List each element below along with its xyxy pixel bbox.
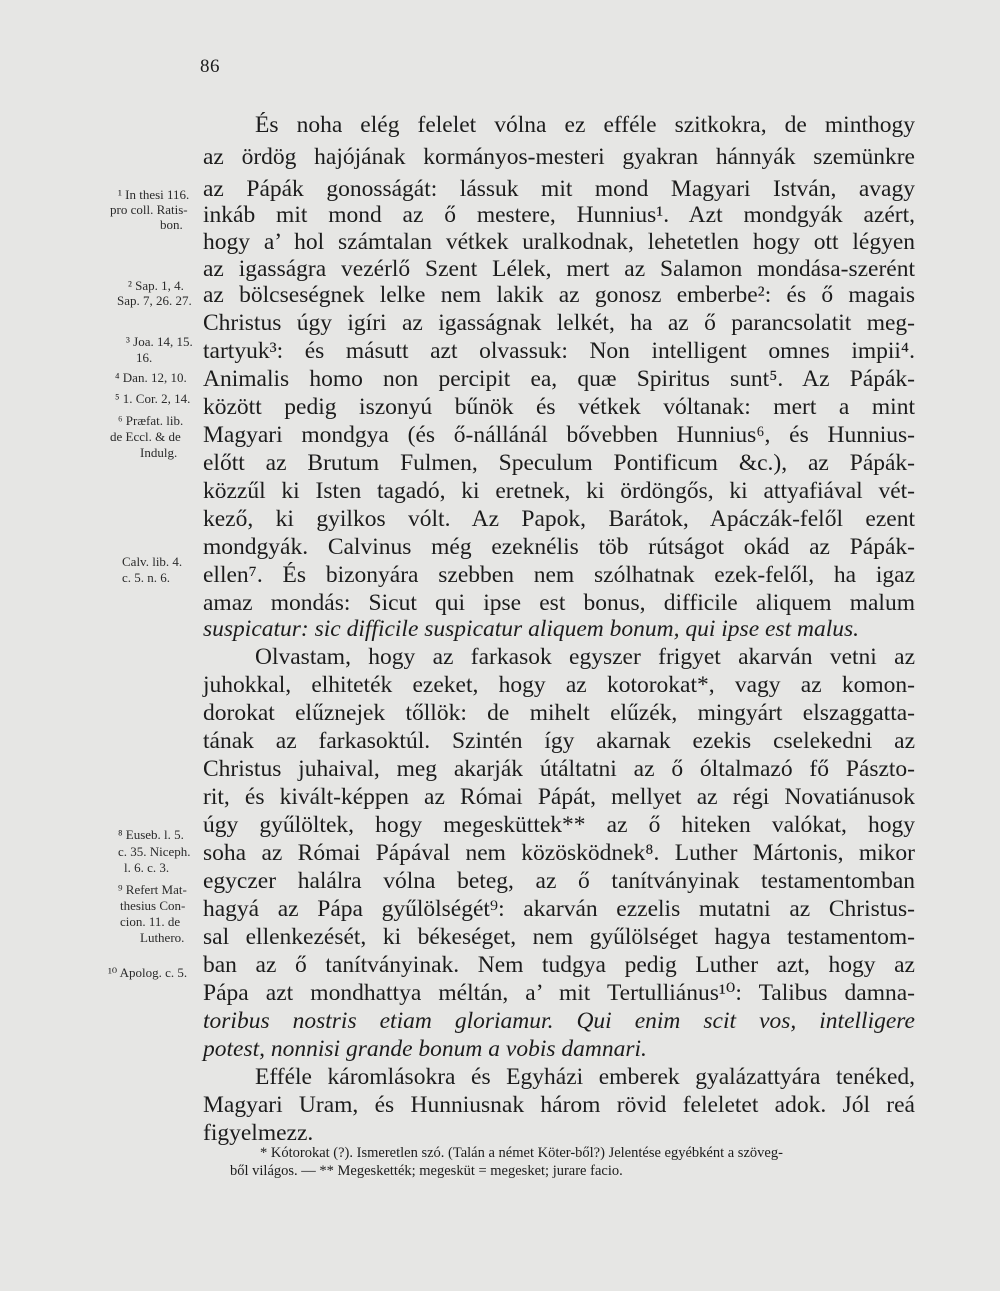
text-line: az igasságra vezérlő Szent Lélek, mert az Salamon mondása-szerént (203, 256, 915, 282)
text-line: közzűl ki Isten tagadó, ki eretnek, ki ördöngős, ki attyafiával vét- (203, 478, 915, 504)
margin-note: c. 5. n. 6. (122, 570, 171, 585)
text-line: Christus úgy igíri az igasságnak lelkét, ha az ő parancsolatit meg- (203, 310, 915, 336)
text-line: Olvastam, hogy az farkasok egyszer frigyet akarván vetni az (255, 644, 915, 670)
text-line: És noha elég felelet vólna ez efféle szitkokra, de minthogy (255, 112, 915, 138)
text-line: ellen⁷. És bizonyára szebben nem szólhatnak ezek-felől, ha igaz (203, 562, 915, 588)
margin-note: ¹ In thesi 116. (118, 187, 190, 202)
margin-note: ² Sap. 1, 4. (128, 278, 184, 293)
text-line: mondgyák. Calvinus még ezeknélis töb rútságot okád az Pápák- (203, 534, 915, 560)
text-line: rit, és kivált-képpen az Római Pápát, mellyet az régi Novatiánusok (203, 784, 915, 810)
margin-note: 16. (136, 350, 153, 365)
margin-note: de Eccl. & de (110, 429, 181, 444)
text-line: kező, ki gyilkos vólt. Az Papok, Barátok, Apáczák-felől ezent (203, 506, 915, 532)
text-line: ban az ő tanítványinak. Nem tudgya pedig Luther azt, hogy az (203, 952, 915, 978)
margin-note: pro coll. Ratis- (110, 202, 188, 217)
margin-note: bon. (160, 217, 183, 232)
footnote: * Kótorokat (?). Ismeretlen szó. (Talán a német Köter-ből?) Jelentése egyébként a szöveg- (260, 1145, 783, 1161)
margin-note: Indulg. (140, 445, 178, 460)
margin-note: l. 6. c. 3. (124, 860, 170, 875)
text-line: az bölcseségnek lelke nem lakik az gonosz emberbe²: és ő magais (203, 282, 915, 308)
text-line: amaz mondás: Sicut qui ipse est bonus, difficile aliquem malum (203, 590, 915, 616)
text-line: tának az farkasoktúl. Szintén így akarnak ezekis cselekedni az (203, 728, 915, 754)
text-line: egyczer halálra vólna beteg, az ő tanítványinak testamentomban (203, 868, 915, 894)
text-line: suspicatur: sic difficile suspicatur aliquem bonum, qui ipse est malus. (203, 616, 860, 642)
text-line: között pedig iszonyú bűnök és vétkek vóltanak: mert a mint (203, 394, 915, 420)
margin-note: ⁶ Præfat. lib. (118, 413, 184, 428)
text-line: Magyari mondgya (és ő-nállánál bővebben Hunnius⁶, és Hunnius- (203, 422, 915, 448)
margin-note: thesius Con- (120, 898, 186, 913)
margin-note: ⁸ Euseb. l. 5. (118, 827, 184, 842)
text-line: potest, nonnisi grande bonum a vobis damnari. (203, 1036, 647, 1062)
text-line: Efféle káromlásokra és Egyházi emberek gyalázattyára tenéked, (255, 1064, 915, 1090)
margin-note: ⁹ Refert Mat- (118, 882, 187, 897)
text-line: az Pápák gonosságát: lássuk mit mond Magyari István, avagy (203, 176, 915, 202)
margin-note: ⁵ 1. Cor. 2, 14. (115, 391, 191, 406)
text-line: az ördög hajójának kormányos-mesteri gyakran hánnyák szemünkre (203, 144, 915, 170)
text-line: Magyari Uram, és Hunniusnak három rövid feleletet adok. Jól reá (203, 1092, 915, 1118)
text-line: soha az Római Pápával nem közösködnek⁸. Luther Mártonis, mikor (203, 840, 915, 866)
margin-note: ⁴ Dan. 12, 10. (115, 370, 187, 385)
text-line: tartyuk³: és másutt azt olvassuk: Non intelligent omnes impii⁴. (203, 338, 915, 364)
text-line: előtt az Brutum Fulmen, Speculum Pontificum &c.), az Pápák- (203, 450, 915, 476)
page-number: 86 (200, 56, 220, 77)
text-line: toribus nostris etiam gloriamur. Qui enim scit vos, intelligere (203, 1008, 915, 1034)
margin-note: cion. 11. de (120, 914, 181, 929)
text-line: dorokat elűznejek tőllök: de mihelt elűzék, mingyárt elszaggatta- (203, 700, 915, 726)
margin-note: ³ Joa. 14, 15. (126, 334, 193, 349)
text-line: Christus juhaival, meg akarják útáltatni az ő óltalmazó fő Pásztο- (203, 756, 915, 782)
text-line: inkáb mit mond az ő mestere, Hunnius¹. Azt mondgyák azért, (203, 202, 915, 228)
margin-note: Calv. lib. 4. (122, 554, 183, 569)
margin-note: ¹⁰ Apolog. c. 5. (108, 965, 188, 980)
margin-note: Sap. 7, 26. 27. (117, 293, 192, 308)
margin-note: c. 35. Niceph. (118, 844, 191, 859)
text-line: figyelmezz. (203, 1120, 314, 1146)
text-line: juhokkal, elhiteték ezeket, hogy az kotorokat*, vagy az komon- (203, 672, 915, 698)
text-line: hagyá az Pápa gyűlölségét⁹: akarván ezzelis mutatni az Christus- (203, 896, 915, 922)
text-line: úgy gyűlöltek, hogy megesküttek** az ő hiteken valókat, hogy (203, 812, 915, 838)
text-line: sal ellenkezését, ki békeséget, nem gyűlölséget hagya testamentom- (203, 924, 915, 950)
margin-note: Luthero. (140, 930, 185, 945)
footnote: ből világos. — ** Megeskették; megesküt = megesket; jurare facio. (230, 1163, 623, 1179)
text-line: Pápa azt mondhattya méltán, a’ mit Tertulliánus¹⁰: Talibus damna- (203, 980, 915, 1006)
text-line: Animalis homo non percipit ea, quæ Spiritus sunt⁵. Az Pápák- (203, 366, 915, 392)
text-line: hogy a’ hol számtalan vétkek uralkodnak, lehetetlen hogy ott légyen (203, 229, 915, 255)
